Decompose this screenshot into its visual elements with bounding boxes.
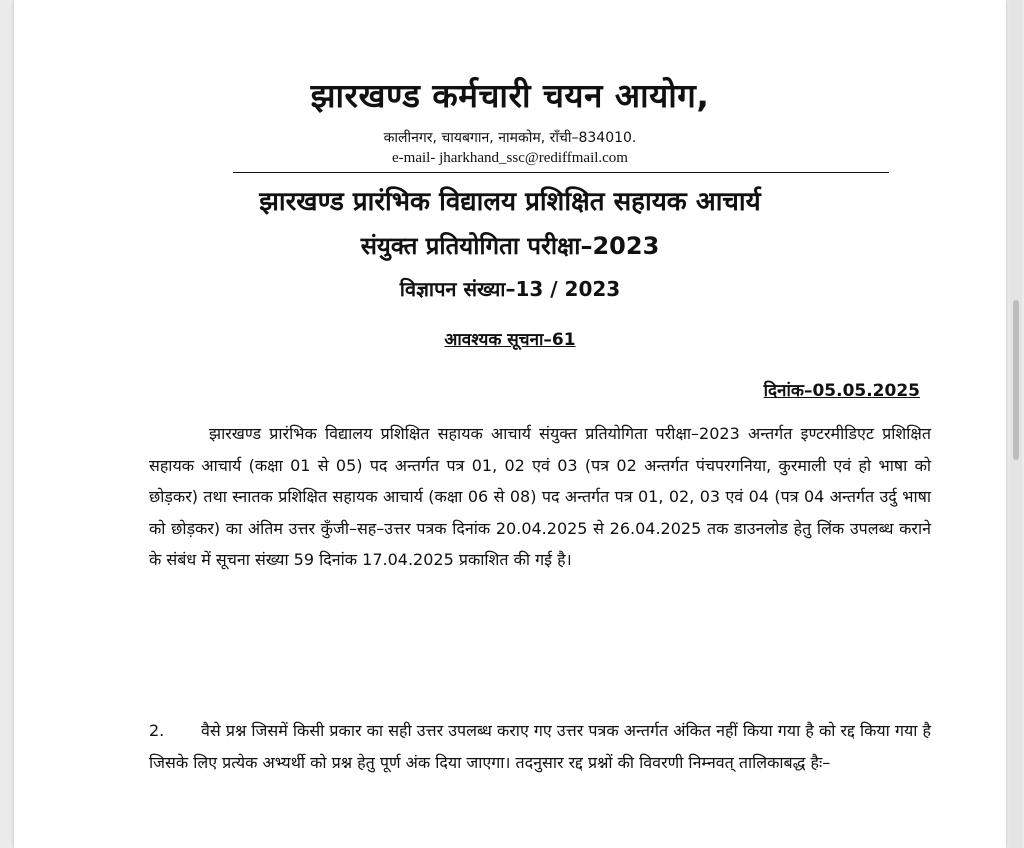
organization-title: झारखण्ड कर्मचारी चयन आयोग, — [310, 76, 710, 115]
document-page — [14, 0, 1006, 848]
paragraph-1: झारखण्ड प्रारंभिक विद्यालय प्रशिक्षित सहायक आचार्य संयुक्त प्रतियोगिता परीक्षा–2023 अन्तर्गत इण्टरमीडिएट प्रशिक्षित सहायक आचार्य (कक्षा 01 से 05) पद अन्तर्गत पत्र 01, 02 एवं 03 (पत्र 02 अन्तर्गत पंचपरगनिया, कुरमाली एवं हो भाषा को छोड़कर) तथा स्नातक प्रशिक्षित सहायक आचार्य (कक्षा 06 से 08) पद अन्तर्गत पत्र 01, 02, 03 एवं 04 (पत्र 04 अन्तर्गत उर्दु भाषा को छोड़कर) का अंतिम उत्तर कुँजी–सह–उत्तर पत्रक दिनांक 20.04.2025 से 26.04.2025 तक डाउनलोड हेतु लिंक उपलब्ध कराने के संबंध में सूचना संख्या 59 दिनांक 17.04.2025 प्रकाशित की गई है। — [149, 424, 931, 569]
vertical-scrollbar[interactable] — [1010, 0, 1022, 848]
organization-address: कालीनगर, चायबगान, नामकोम, राँची–834010. — [383, 130, 637, 146]
exam-subtitle: संयुक्त प्रतियोगिता परीक्षा–2023 — [360, 232, 660, 260]
notice-date: दिनांक–05.05.2025 — [763, 381, 920, 401]
header-divider — [233, 172, 889, 173]
exam-title: झारखण्ड प्रारंभिक विद्यालय प्रशिक्षित सहायक आचार्य — [259, 187, 761, 217]
organization-email: e-mail- jharkhand_ssc@rediffmail.com — [392, 150, 628, 166]
paragraph-2 — [149, 715, 931, 778]
scrollbar-thumb[interactable] — [1013, 300, 1019, 460]
paragraph-2-number: 2. — [149, 721, 165, 740]
paragraph-2-text: वैसे प्रश्न जिसमें किसी प्रकार का सही उत्तर उपलब्ध कराए गए उत्तर पत्रक अन्तर्गत अंकित नहीं किया गया है को रद्द किया गया है जिसके लिए प्रत्येक अभ्यर्थी को प्रश्न हेतु पूर्ण अंक दिया जाएगा। तदनुसार रद्द प्रश्नों की विवरणी निम्नवत् तालिकाबद्ध हैः– — [149, 721, 931, 772]
advertisement-number: विज्ञापन संख्या–13 / 2023 — [399, 277, 621, 301]
notice-heading: आवश्यक सूचना–61 — [444, 330, 576, 350]
